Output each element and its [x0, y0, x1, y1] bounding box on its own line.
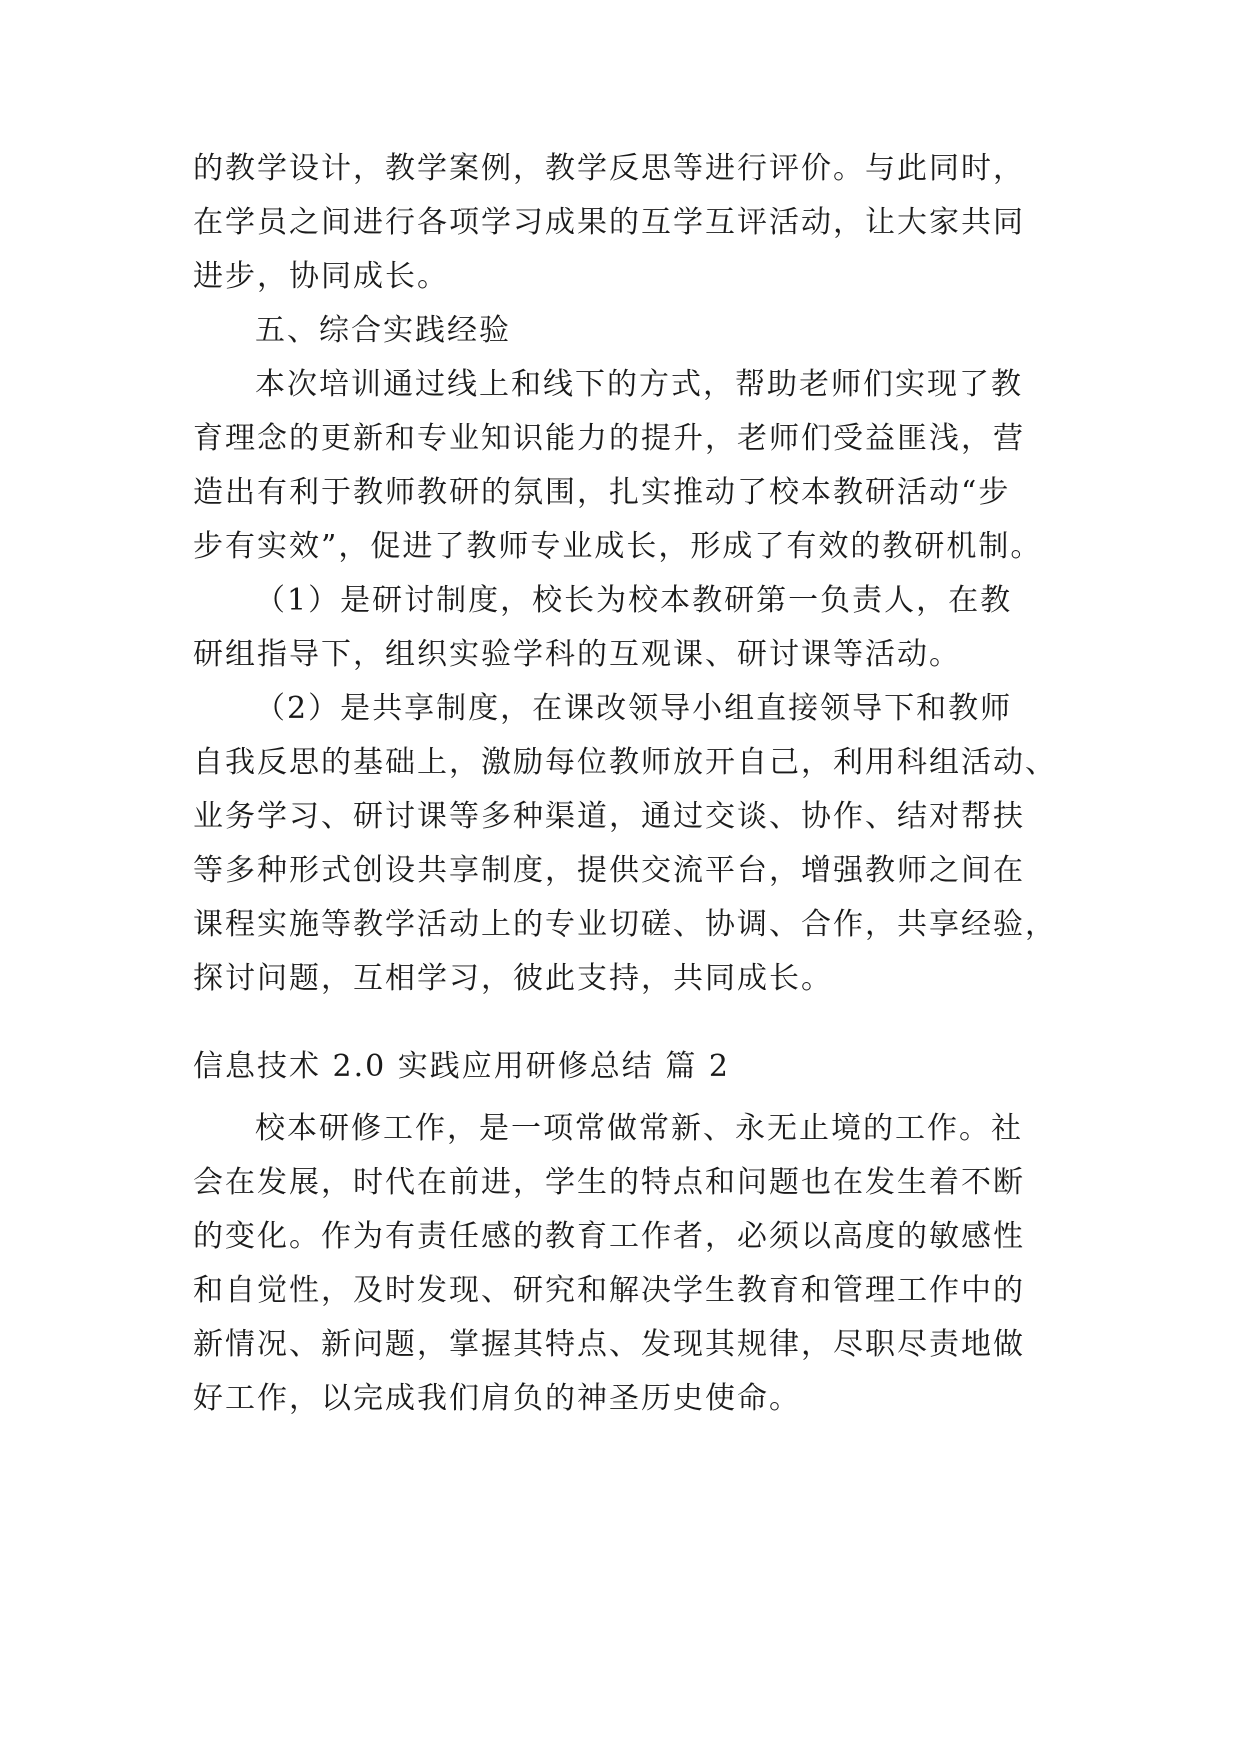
paragraph-line: 在学员之间进行各项学习成果的互学互评活动，让大家共同 [193, 205, 1025, 240]
paragraph-line: 新情况、新问题，掌握其特点、发现其规律，尽职尽责地做 [193, 1327, 1025, 1362]
paragraph-line: 进步，协同成长。 [193, 259, 449, 294]
paragraph-line: 的变化。作为有责任感的教育工作者，必须以高度的敏感性 [193, 1219, 1025, 1254]
paragraph-line: 造出有利于教师教研的氛围，扎实推动了校本教研活动“步 [193, 475, 1011, 510]
paragraph-line: 课程实施等教学活动上的专业切磋、协调、合作，共享经验， [193, 907, 1057, 942]
paragraph-line: 探讨问题，互相学习，彼此支持，共同成长。 [193, 961, 833, 996]
section-heading: 五、综合实践经验 [255, 313, 511, 348]
paragraph-line: 校本研修工作，是一项常做常新、永无止境的工作。社 [255, 1111, 1023, 1146]
paragraph-line: 会在发展，时代在前进，学生的特点和问题也在发生着不断 [193, 1165, 1025, 1200]
section-title: 信息技术 2.0 实践应用研修总结 篇 2 [193, 1049, 730, 1084]
paragraph-line: 研组指导下，组织实验学科的互观课、研讨课等活动。 [193, 637, 961, 672]
paragraph-line: 好工作，以完成我们肩负的神圣历史使命。 [193, 1381, 801, 1416]
paragraph-line: 本次培训通过线上和线下的方式，帮助老师们实现了教 [255, 367, 1023, 402]
paragraph-line: 业务学习、研讨课等多种渠道，通过交谈、协作、结对帮扶 [193, 799, 1025, 834]
paragraph-line: （1）是研讨制度，校长为校本教研第一负责人，在教 [255, 583, 1013, 618]
paragraph-line: 等多种形式创设共享制度，提供交流平台，增强教师之间在 [193, 853, 1025, 888]
paragraph-line: 步有实效”，促进了教师专业成长，形成了有效的教研机制。 [193, 529, 1043, 564]
paragraph-line: （2）是共享制度，在课改领导小组直接领导下和教师 [255, 691, 1013, 726]
paragraph-line: 育理念的更新和专业知识能力的提升，老师们受益匪浅，营 [193, 421, 1025, 456]
paragraph-line: 和自觉性，及时发现、研究和解决学生教育和管理工作中的 [193, 1273, 1025, 1308]
paragraph-line: 自我反思的基础上，激励每位教师放开自己，利用科组活动、 [193, 745, 1057, 780]
paragraph-line: 的教学设计，教学案例，教学反思等进行评价。与此同时， [193, 151, 1025, 186]
